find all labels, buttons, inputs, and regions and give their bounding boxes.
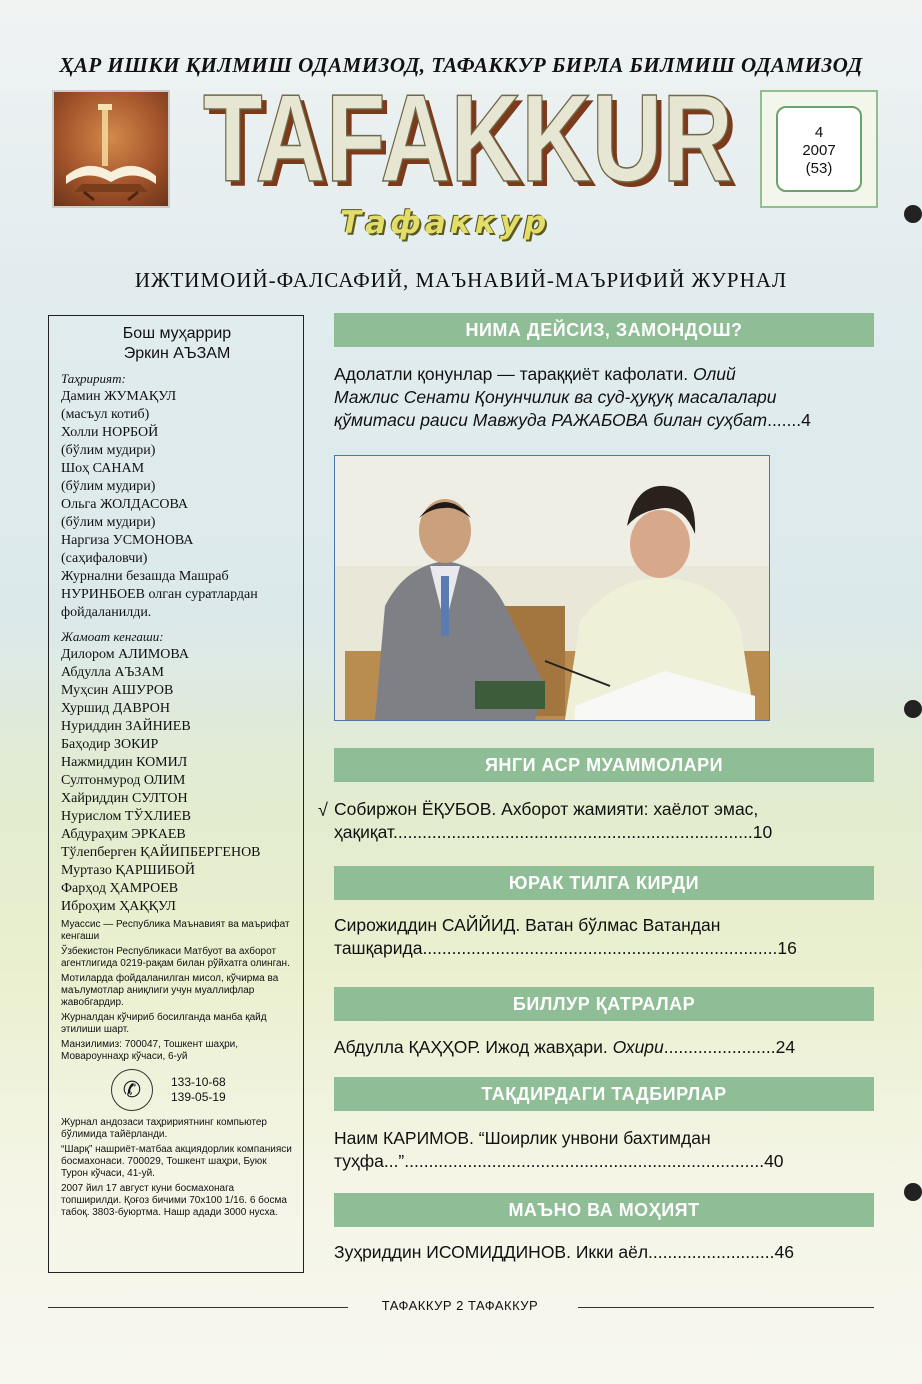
footer-rule-right [578,1307,874,1308]
editorial-member: Холли НОРБОЙ [61,425,159,440]
editorial-member: Дамин ЖУМАҚУЛ [61,389,177,404]
publisher-note: Мотиларда фойдаланилган мисол, кўчирма ва маълумотлар аниқлиги учун муаллифлар жавобгардир. [61,973,279,1008]
council-member: Хуршид ДАВРОН [61,701,170,716]
issue-total: (53) [805,160,833,177]
council-member: Баҳодир ЗОКИР [61,737,159,752]
entry-page: 40 [764,1151,784,1171]
editorial-member: Ольга ЖОЛДАСОВА [61,497,189,512]
entry-title: Зуҳриддин ИСОМИДДИНОВ. Икки аёл [334,1242,649,1262]
council-member: Нуриддин ЗАЙНИЕВ [61,719,191,734]
editorial-member-role: (масъул котиб) [61,407,150,422]
publisher-note: Муассис — Республика Маънавият ва маърифат кенгаши [61,919,290,942]
council-member: Иброҳим ҲАҚҚУЛ [61,899,176,914]
phone-number: 133-10-68 [171,1075,226,1089]
council-member: Тўлепберген ҚАЙИПБЕРГЕНОВ [61,845,261,860]
phone-number: 139-05-19 [171,1090,226,1104]
section-header: НИМА ДЕЙСИЗ, ЗАМОНДОШ? [334,313,874,347]
council-member: Султонмурод ОЛИМ [61,773,186,788]
entry-page: 10 [752,822,773,842]
council-label: Жамоат кенгаши: [61,629,164,644]
magazine-logo [190,82,750,200]
logo-text-shadow: TAFAKKUR [208,82,738,200]
editorial-member-role: (бўлим мудири) [61,443,156,458]
council-member: Нажмиддин КОМИЛ [61,755,188,770]
entry-page: 24 [775,1037,796,1057]
entry-dots: .......................................................................... [404,1151,765,1171]
issue-year: 2007 [802,142,836,159]
toc-entry[interactable] [334,914,874,960]
entry-title: ҳақиқат [334,822,393,842]
section-header: ТАҚДИРДАГИ ТАДБИРЛАР [334,1077,874,1111]
interview-photo-graphic [335,456,769,720]
printing-note: Журнал андозаси таҳририятнинг компьютер бўлимида тайёрланди. [61,1117,267,1140]
masthead-box [48,315,304,1273]
toc-entry[interactable] [334,363,874,432]
toc-entry[interactable] [334,1127,874,1173]
council-member: Фарҳод ҲАМРОЕВ [61,881,179,896]
council-member: Абдулла АЪЗАМ [61,665,164,680]
emblem-image [52,90,170,208]
checkmark-annotation: √ [318,800,328,820]
logo-text: TAFAKKUR [203,82,733,200]
footer-rule-left [48,1307,348,1308]
issue-number: 4 [814,124,824,141]
phone-icon: ✆ [111,1069,153,1111]
entry-dots: ....................... [663,1037,776,1057]
photo-credit: Журнални безашда Машраб НУРИНБОЕВ олган суратлардан фойдаланилди. [61,569,258,620]
address-note: Манзилимиз: 700047, Тошкент шаҳри, Мовароуннаҳр кўчаси, 6-уй [61,1039,238,1062]
council-member: Муртазо ҚАРШИБОЙ [61,863,195,878]
section-header: МАЪНО ВА МОҲИЯТ [334,1193,874,1227]
council-member: Нурислом ТЎХЛИЕВ [61,809,191,824]
chief-editor-role: Бош муҳаррир [122,325,232,342]
entry-page: 46 [774,1242,794,1262]
entry-title: Сирожиддин САЙЙИД. Ватан бўлмас Ватандан [334,915,721,935]
editorial-member-role: (бўлим мудири) [61,515,156,530]
printing-note: “Шарқ” нашриёт-матбаа акциядорлик компанияси босмахонаси. 700029, Тошкент шаҳри, Буюк Турон кўчаси, 41-уй. [61,1144,292,1179]
entry-dots: .......................... [648,1242,775,1262]
editorial-label: Таҳририят: [61,371,126,386]
toc-entry[interactable] [334,1036,874,1059]
entry-dots: ....... [767,410,802,430]
entry-title-italic: Охири [612,1037,664,1057]
editorial-member: Шоҳ САНАМ [61,461,145,476]
chief-editor-name: Эркин АЪЗАМ [123,345,231,362]
entry-title: Наим КАРИМОВ. “Шоирлик унвони бахтимдан [334,1128,711,1148]
entry-title: Собиржон ЁҚУБОВ. Ахборот жамияти: хаёлот эмас, [334,799,759,819]
toc-entry[interactable] [334,1241,874,1264]
entry-dots: .......................................................................... [393,822,753,842]
binding-hole [904,700,922,718]
editorial-member-role: (бўлим мудири) [61,479,156,494]
phone-block [111,1069,293,1111]
publisher-note: Ўзбекистон Республикаси Матбуот ва ахборот агентлигида 0219-рақам билан рўйхатга олинган. [61,946,290,969]
binding-hole [904,205,922,223]
council-member: Абдураҳим ЭРКАЕВ [61,827,186,842]
entry-title: туҳфа...” [334,1151,405,1171]
editorial-member: Наргиза УСМОНОВА [61,533,194,548]
tagline: ҲАР ИШКИ ҚИЛМИШ ОДАМИЗОД, ТАФАККУР БИРЛА БИЛМИШ ОДАМИЗОД [59,53,863,77]
entry-title-italic: қўмитаси раиси Мавжуда РАЖАБОВА билан суҳбат [334,410,768,430]
entry-title-italic: Мажлис Сенати Қонунчилик ва суд-ҳуқуқ масалалари [334,387,777,407]
book-stand-icon [54,92,168,206]
entry-dots: ......................................................................... [422,938,778,958]
entry-title: Адолатли қонунлар — тараққиёт кафолати. [334,364,689,384]
binding-hole [904,1183,922,1201]
subtitle: Тафаккур [340,205,551,241]
council-member: Муҳсин АШУРОВ [61,683,174,698]
editorial-member-role: (саҳифаловчи) [61,551,148,566]
council-member: Дилором АЛИМОВА [61,647,189,662]
publisher-note: Журналдан кўчириб босилганда манба қайд этилиши шарт. [61,1012,267,1035]
council-member: Хайриддин СУЛТОН [61,791,188,806]
printing-note: 2007 йил 17 август куни босмахонага топширилди. Қоғоз бичими 70х100 1/16. 6 босма табоқ. 3803-буюртма. Нашр адади 3000 нусха. [61,1183,287,1218]
interview-photo [334,455,770,721]
entry-title: Абдулла ҚАҲҲОР. Ижод жавҳари. [334,1037,608,1057]
entry-page: 4 [801,410,811,430]
section-header: БИЛЛУР ҚАТРАЛАР [334,987,874,1021]
footer-text: ТАФАККУР 2 ТАФАККУР [381,1298,539,1313]
toc-entry[interactable] [334,798,874,844]
journal-type: ИЖТИМОИЙ-ФАЛСАФИЙ, МАЪНАВИЙ-МАЪРИФИЙ ЖУРНАЛ [134,268,788,292]
section-header: ЯНГИ АСР МУАММОЛАРИ [334,748,874,782]
section-header: ЮРАК ТИЛГА КИРДИ [334,866,874,900]
issue-badge [760,90,878,208]
logo-graphic [190,82,750,200]
entry-title: ташқарида [334,938,423,958]
entry-page: 16 [777,938,797,958]
entry-title-italic: Олий [692,364,736,384]
issue-badge-inner [776,106,862,192]
phone-numbers [171,1075,226,1105]
